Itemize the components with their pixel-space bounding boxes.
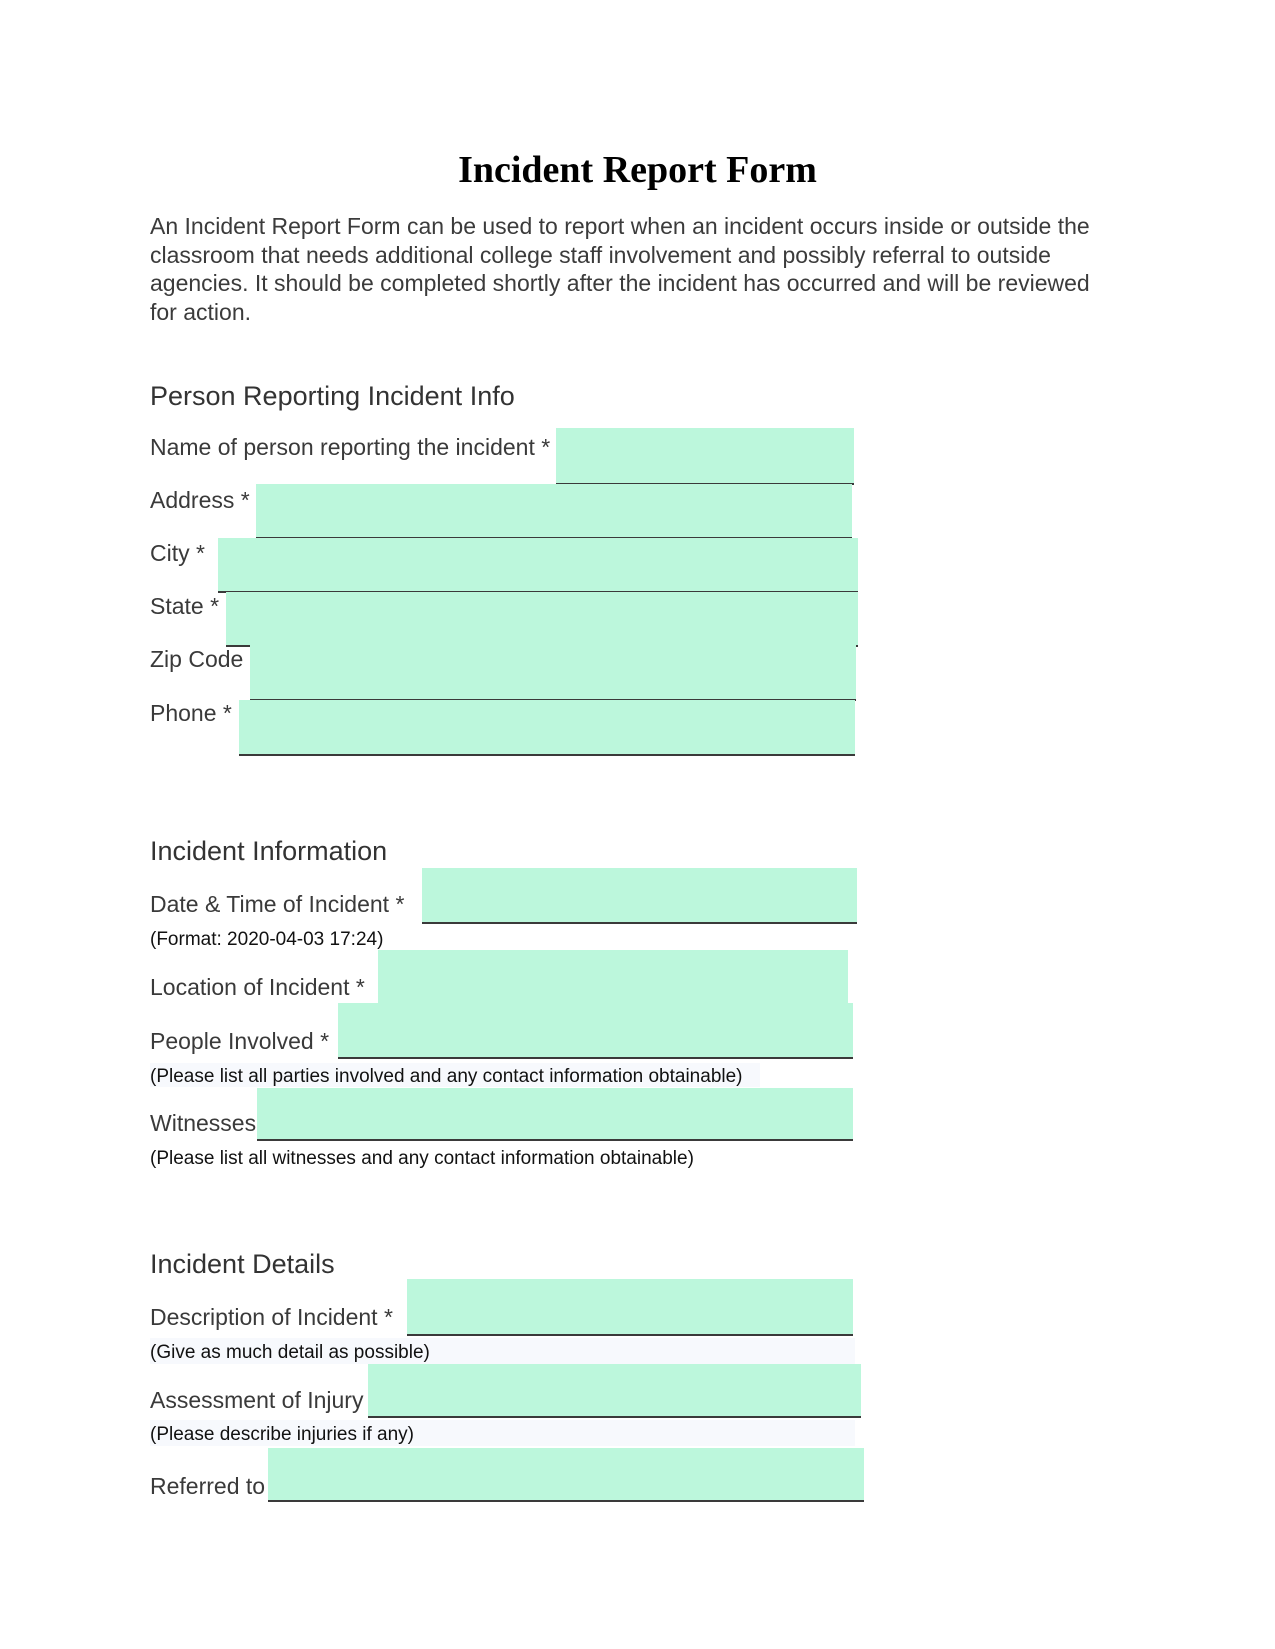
address-label: Address *	[150, 487, 250, 513]
incident-datetime-input[interactable]	[422, 868, 857, 924]
address-input[interactable]	[256, 484, 852, 539]
location-label: Location of Incident *	[150, 974, 365, 1000]
reporter-name-input[interactable]	[556, 428, 854, 485]
section-heading-details: Incident Details	[150, 1249, 335, 1279]
zip-code-input[interactable]	[250, 645, 856, 701]
datetime-format-note: (Format: 2020-04-03 17:24)	[150, 929, 384, 950]
section-heading-incident: Incident Information	[150, 836, 388, 866]
name-label: Name of person reporting the incident *	[150, 434, 551, 460]
witnesses-note: (Please list all witnesses and any contact information obtainable)	[150, 1148, 694, 1169]
people-involved-input[interactable]	[338, 1003, 853, 1059]
zip-label: Zip Code	[150, 646, 244, 672]
section-heading-reporter: Person Reporting Incident Info	[150, 381, 515, 411]
description-input[interactable]	[407, 1279, 853, 1336]
description-note: (Give as much detail as possible)	[150, 1342, 430, 1363]
city-label: City *	[150, 540, 205, 566]
phone-input[interactable]	[239, 700, 855, 756]
people-note: (Please list all parties involved and any contact information obtainable)	[150, 1066, 743, 1087]
injury-note: (Please describe injuries if any)	[150, 1424, 415, 1445]
referred-to-input[interactable]	[268, 1448, 864, 1502]
people-label: People Involved *	[150, 1028, 330, 1054]
phone-label: Phone *	[150, 700, 232, 726]
state-label: State *	[150, 593, 220, 619]
witnesses-label: Witnesses	[150, 1110, 257, 1136]
state-input[interactable]	[226, 592, 858, 647]
description-label: Description of Incident *	[150, 1304, 393, 1330]
intro-paragraph: An Incident Report Form can be used to report when an incident occurs inside or outside the classroom that needs additional college staff involvement and possibly referral to outside agencies. It should be completed shortly after the incident has occurred and will be reviewed for action.	[150, 213, 1090, 325]
incident-location-input[interactable]	[378, 950, 848, 1005]
injury-label: Assessment of Injury	[150, 1387, 364, 1413]
page-title: Incident Report Form	[458, 149, 817, 191]
witnesses-input[interactable]	[257, 1088, 853, 1141]
city-input[interactable]	[218, 538, 858, 593]
injury-assessment-input[interactable]	[368, 1364, 861, 1418]
datetime-label: Date & Time of Incident *	[150, 891, 405, 917]
referred-label: Referred to	[150, 1473, 266, 1499]
